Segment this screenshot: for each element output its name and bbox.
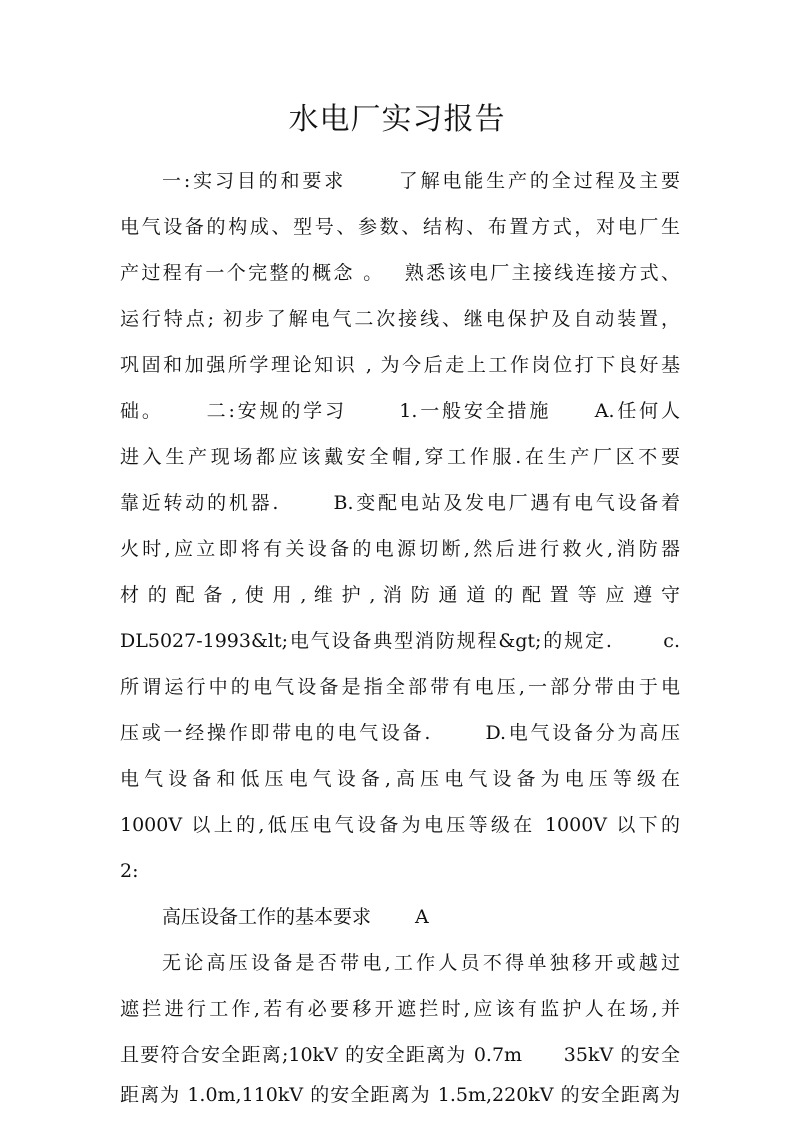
paragraph-line: 且要符合安全距离;10kV 的安全距离为 0.7m 35kV 的安全 bbox=[120, 1044, 680, 1066]
paragraph-line: 无论高压设备是否带电,工作人员不得单独移开或越过 bbox=[162, 952, 680, 974]
paragraph-line: 靠近转动的机器. B.变配电站及发电厂遇有电气设备着 bbox=[120, 492, 680, 514]
paragraph-line: 材 的 配 备 , 使 用 , 维 护 , 消 防 通 道 的 配 置 等 应 遵 守 bbox=[120, 584, 680, 606]
paragraph-line: 础。 二:安规的学习 1.一般安全措施 A.任何人 bbox=[120, 400, 680, 422]
paragraph-line: 进入生产现场都应该戴安全帽,穿工作服.在生产厂区不要 bbox=[120, 446, 680, 468]
paragraph-line: 巩固和加强所学理论知识 , 为今后走上工作岗位打下良好基 bbox=[120, 354, 680, 376]
paragraph-line: 电气设备和低压电气设备,高压电气设备为电压等级在 bbox=[120, 768, 680, 790]
paragraph-line: 2: bbox=[120, 860, 139, 882]
document-title: 水电厂实习报告 bbox=[288, 102, 506, 137]
section-heading: 高压设备工作的基本要求 A bbox=[162, 906, 429, 928]
paragraph-line: 火时,应立即将有关设备的电源切断,然后进行救火,消防器 bbox=[120, 538, 680, 560]
paragraph-line: 压或一经操作即带电的电气设备. D.电气设备分为高压 bbox=[120, 722, 680, 744]
paragraph-line: 一:实习目的和要求 了解电能生产的全过程及主要 bbox=[162, 170, 680, 192]
paragraph-line: 遮拦进行工作,若有必要移开遮拦时,应该有监护人在场,并 bbox=[120, 998, 680, 1020]
paragraph-line: 所谓运行中的电气设备是指全部带有电压,一部分带由于电 bbox=[120, 676, 680, 698]
paragraph-line: 距离为 1.0m,110kV 的安全距离为 1.5m,220kV 的安全距离为 bbox=[120, 1084, 680, 1106]
paragraph-line: DL5027-1993&lt;电气设备典型消防规程&gt;的规定. c. bbox=[120, 630, 680, 652]
paragraph-line: 运行特点; 初步了解电气二次接线、继电保护及自动装置， bbox=[120, 308, 680, 330]
paragraph-line: 1000V 以上的,低压电气设备为电压等级在 1000V 以下的 bbox=[120, 814, 680, 836]
paragraph-line: 电气设备的构成、型号、参数、结构、布置方式，对电厂生 bbox=[120, 216, 680, 238]
paragraph-line: 产过程有一个完整的概念 。 熟悉该电厂主接线连接方式、 bbox=[120, 262, 680, 284]
